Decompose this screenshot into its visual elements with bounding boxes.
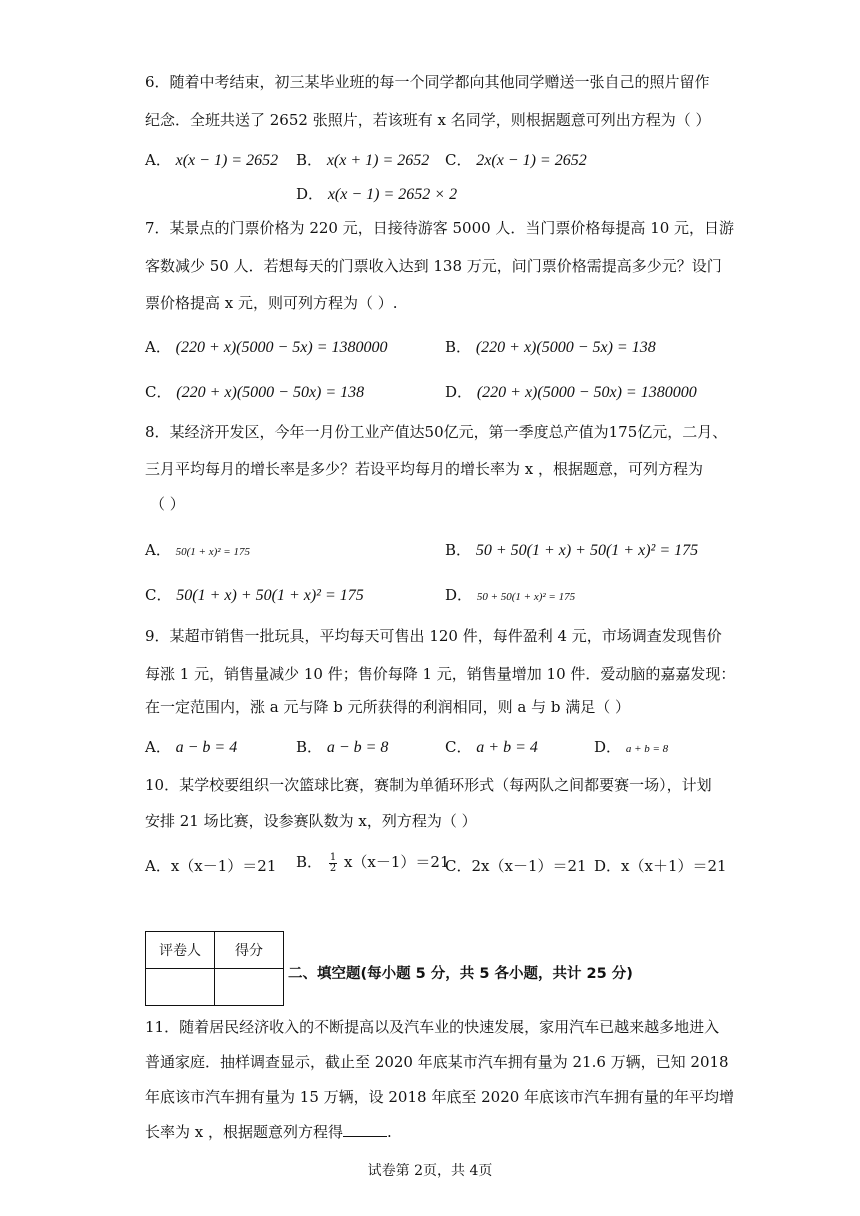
q10-line1: 10．某学校要组织一次篮球比赛，赛制为单循环形式（每两队之间都要赛一场），计划 [145, 776, 712, 794]
option-label: C． [145, 586, 172, 604]
q8-line3: （ ） [150, 495, 185, 513]
option-label: B． [296, 151, 323, 169]
q6-line2: 纪念．全班共送了 2652 张照片，若该班有 x 名同学，则根据题意可列出方程为（ ） [145, 111, 711, 129]
q7-option-d [445, 382, 697, 403]
q10-option-d: D．x（x＋1）＝21 [594, 857, 727, 875]
score-table [145, 931, 284, 1006]
fraction-numerator: 1 [329, 851, 337, 863]
option-formula: x(x + 1) = 2652 [326, 152, 430, 169]
q11-line2: 普通家庭．抽样调查显示，截止至 2020 年底某市汽车拥有量为 21.6 万辆，已知 2018 [145, 1053, 729, 1071]
q10-option-c: C．2x（x－1）＝21 [445, 857, 587, 875]
option-label: B． [445, 541, 472, 559]
q9-line1: 9．某超市销售一批玩具，平均每天可售出 120 件，每件盈利 4 元，市场调查发现售价 [145, 627, 722, 645]
option-label: C． [445, 151, 472, 169]
q8-line2: 三月平均每月的增长率是多少？若设平均每月的增长率为 x ，根据题意，可列方程为 [145, 460, 703, 478]
q7-line3: 票价格提高 x 元，则可列方程为（ ）. [145, 294, 398, 312]
q11-line4-text: 长率为 x ，根据题意列方程得 [145, 1123, 343, 1141]
option-label: A． [145, 541, 171, 559]
option-formula: (220 + x)(5000 − 50x) = 1380000 [476, 384, 697, 401]
q9-option-c [445, 737, 538, 758]
q11-line3: 年底该市汽车拥有量为 15 万辆，设 2018 年底至 2020 年底该市汽车拥有量的年平均增 [145, 1088, 735, 1106]
q8-option-d [445, 585, 575, 607]
option-formula: a − b = 8 [326, 739, 389, 756]
option-label: B． [296, 738, 323, 756]
q9-line2: 每涨 1 元，销售量减少 10 件；售价每降 1 元，销售量增加 10 件．爱动脑的嘉嘉发现： [145, 665, 736, 683]
answer-blank[interactable] [343, 1122, 387, 1137]
option-label: B． [445, 338, 472, 356]
reviewer-header: 评卷人 [146, 932, 215, 969]
option-formula: (220 + x)(5000 − 50x) = 138 [176, 384, 365, 401]
option-formula: x(x − 1) = 2652 [175, 152, 279, 169]
reviewer-cell [146, 969, 215, 1006]
q8-option-c [145, 585, 364, 606]
q8-option-a [145, 540, 250, 562]
option-label: D． [445, 586, 473, 604]
q9-option-d [594, 737, 668, 759]
option-label: A． [145, 338, 171, 356]
q7-option-a [145, 337, 388, 358]
option-label: D． [594, 738, 622, 756]
option-formula: (220 + x)(5000 − 5x) = 1380000 [175, 339, 388, 356]
q7-option-b [445, 337, 656, 358]
section-heading: 二、填空题(每小题 5 分，共 5 各小题，共计 25 分) [288, 966, 633, 982]
q8-option-b [445, 540, 698, 561]
page-footer: 试卷第 2页，共 4页 [367, 1163, 493, 1179]
q6-option-c [445, 150, 587, 171]
q11-line4 [145, 1122, 392, 1142]
q7-option-c [145, 382, 364, 403]
option-formula: 50 + 50(1 + x)² = 175 [476, 591, 576, 603]
q9-option-b [296, 737, 388, 758]
option-formula: a + b = 8 [625, 743, 669, 755]
q7-line1: 7．某景点的门票价格为 220 元，日接待游客 5000 人．当门票价格每提高 10 元，日游 [145, 219, 735, 237]
fraction-denominator: 2 [329, 862, 337, 874]
option-label: D． [445, 383, 473, 401]
q6-option-a [145, 150, 278, 171]
q10-option-a: A．x（x－1）＝21 [145, 857, 277, 875]
q6-option-d [296, 184, 457, 205]
score-header: 得分 [215, 932, 284, 969]
option-label: A． [145, 151, 171, 169]
option-formula: x（x－1）＝21 [343, 853, 450, 871]
q8-line1: 8．某经济开发区，今年一月份工业产值达50亿元，第一季度总产值为175亿元，二月、 [145, 423, 728, 441]
q10-line2: 安排 21 场比赛，设参赛队数为 x，列方程为（ ） [145, 812, 477, 830]
q7-line2: 客数减少 50 人．若想每天的门票收入达到 138 万元，问门票价格需提高多少元？设门 [145, 257, 722, 275]
option-formula: 50 + 50(1 + x) + 50(1 + x)² = 175 [475, 542, 699, 559]
option-label: C． [445, 738, 472, 756]
option-formula: 50(1 + x) + 50(1 + x)² = 175 [176, 587, 364, 604]
option-formula: a − b = 4 [175, 739, 238, 756]
option-label: D． [296, 185, 324, 203]
q10-option-b [296, 852, 450, 874]
q6-line1: 6．随着中考结束，初三某毕业班的每一个同学都向其他同学赠送一张自己的照片留作 [145, 73, 710, 91]
option-formula: 2x(x − 1) = 2652 [476, 152, 587, 169]
score-cell [215, 969, 284, 1006]
q11-line1: 11．随着居民经济收入的不断提高以及汽车业的快速发展，家用汽车已越来越多地进入 [145, 1018, 720, 1036]
fraction-one-half [329, 853, 337, 874]
option-label: C． [145, 383, 172, 401]
option-formula: (220 + x)(5000 − 5x) = 138 [475, 339, 656, 356]
q6-option-b [296, 150, 429, 171]
q9-line3: 在一定范围内，涨 a 元与降 b 元所获得的利润相同，则 a 与 b 满足（ ） [145, 698, 631, 716]
option-label: A． [145, 738, 171, 756]
option-label: B． [296, 853, 323, 871]
q11-line4-end: . [387, 1123, 392, 1141]
option-formula: a + b = 4 [476, 739, 538, 756]
option-formula: x(x − 1) = 2652 × 2 [327, 186, 458, 203]
option-formula: 50(1 + x)² = 175 [175, 546, 250, 558]
q9-option-a [145, 737, 237, 758]
